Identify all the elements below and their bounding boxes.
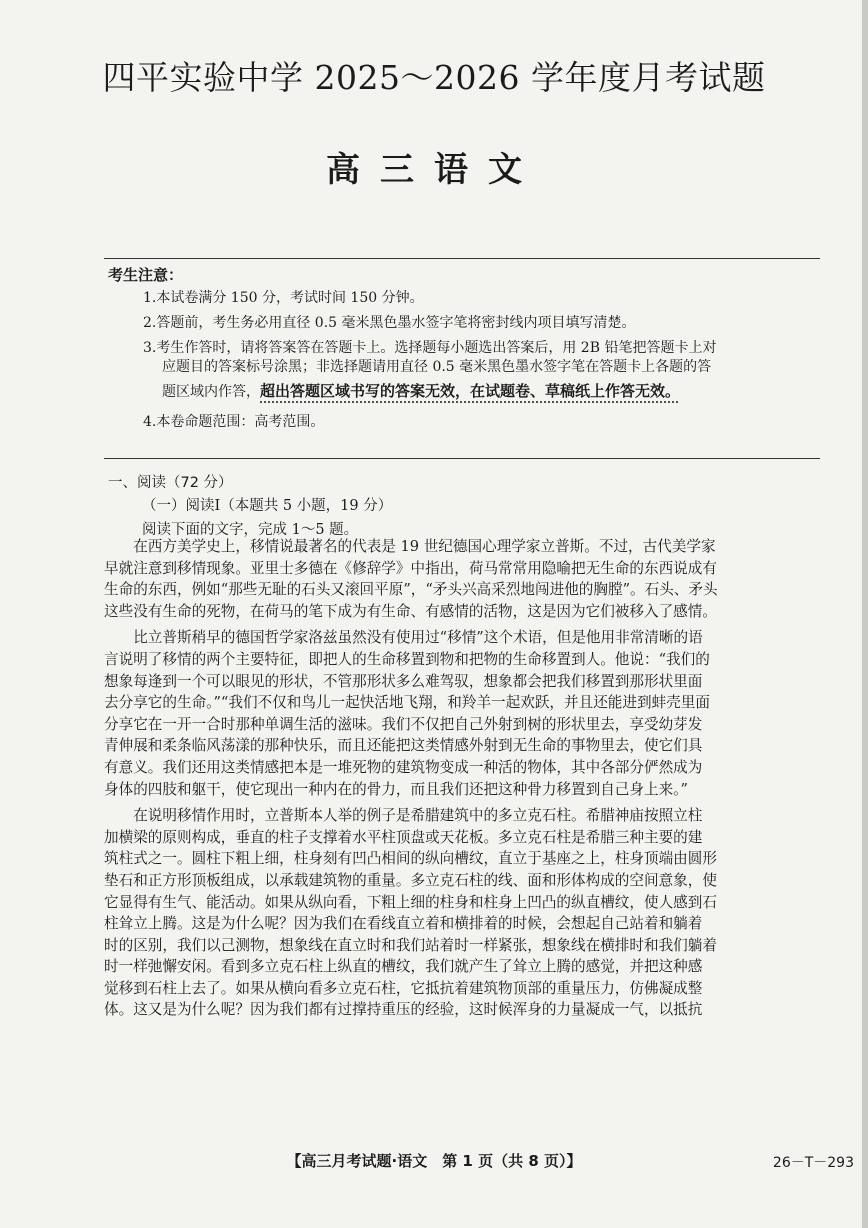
passage-line: 生命的东西，例如“那些无耻的石头又滚回平原”，“矛头兴高采烈地闯进他的胸膛”。石头、矛头 xyxy=(104,581,718,599)
passage-line: 这些没有生命的死物，在荷马的笔下成为有生命、有感情的活物，这是因为它们被移入了感情。 xyxy=(104,602,717,620)
passage-line: 青伸展和柔条临风荡漾的那种快乐，而且还能把这类情感外射到无生命的事物里去，使它们具 xyxy=(104,737,703,755)
passage-line: 在西方美学史上，移情说最著名的代表是 19 世纪德国心理学家立普斯。不过，古代美学家 xyxy=(104,538,716,555)
passage-line: 早就注意到移情现象。亚里士多德在《修辞学》中指出，荷马常常用隐喻把无生命的东西说成有 xyxy=(104,559,717,577)
passage-line: 觉移到石柱上去了。如果从横向看多立克石柱，它抵抗着建筑物顶部的重量压力，仿佛凝成整 xyxy=(104,979,703,997)
notice-item-3-line-2: 应题目的答案标号涂黑；非选择题请用直径 0.5 毫米黑色墨水签字笔在答题卡上各题的答 xyxy=(162,359,712,375)
notice-heading: 考生注意： xyxy=(108,266,184,284)
page-edge-shadow xyxy=(862,0,868,1228)
passage-line: 身体的四肢和躯干，使它现出一种内在的骨力，而且我们还把这种骨力移置到自己身上来。” xyxy=(104,780,688,798)
passage-line: 时的区别，我们以己测物，想象线在直立时和我们站着时一样紧张，想象线在横排时和我们躺着 xyxy=(104,936,717,954)
passage-line: 柱耸立上腾。这是为什么呢？因为我们在看线直立着和横排着的时候，会想起自己站着和躺着 xyxy=(104,915,703,933)
passage-line: 它显得有生气、能活动。如果从纵向看，下粗上细的柱身和柱身上凹凸的纵直槽纹，使人感到石 xyxy=(104,893,717,911)
exam-code: 26－T－293 xyxy=(772,1155,854,1171)
exam-title: 四平实验中学 2025～2026 学年度月考试题 xyxy=(102,58,766,97)
passage-line: 体。这又是为什么呢？因为我们都有过撑持重压的经验，这时候浑身的力量凝成一气，以抵抗 xyxy=(104,1001,703,1019)
notice-item-3-line-3 xyxy=(162,381,680,402)
reading-instruction: 阅读下面的文字，完成 1～5 题。 xyxy=(142,522,359,538)
passage-line: 加横梁的原则构成，垂直的柱子支撑着水平柱顶盘或天花板。多立克石柱是希腊三种主要的建 xyxy=(104,828,703,846)
passage-line: 言说明了移情的两个主要特征，即把人的生命移置到物和把物的生命移置到人。他说：“我们的 xyxy=(104,650,710,668)
subject-title: 高三语文 xyxy=(326,150,542,190)
notice-top-rule xyxy=(104,258,820,259)
notice-item-2: 2.答题前，考生务必用直径 0.5 毫米黑色墨水签字笔将密封线内项目填写清楚。 xyxy=(143,315,636,331)
passage-line: 去分享它的生命。”“我们不仅和鸟儿一起快活地飞翔，和羚羊一起欢跃，并且还能进到蚌壳里面 xyxy=(104,694,710,712)
passage-line: 有意义。我们还用这类情感把本是一堆死物的建筑物变成一种活的物体，其中各部分俨然成为 xyxy=(104,758,703,776)
passage-line: 筑柱式之一。圆柱下粗上细，柱身刻有凹凸相间的纵向槽纹，直立于基座之上，柱身顶端由圆形 xyxy=(104,850,717,868)
page-footer: 【高三月考试题·语文 第 1 页（共 8 页）】 xyxy=(286,1152,582,1170)
notice-emphasis: 超出答题区域书写的答案无效，在试题卷、草稿纸上作答无效。 xyxy=(260,382,681,400)
notice-item-1: 1.本试卷满分 150 分，考试时间 150 分钟。 xyxy=(143,290,424,306)
passage-line: 分享它在一开一合时那种单调生活的滋味。我们不仅把自己外射到树的形状里去，享受幼芽发 xyxy=(104,715,703,733)
notice-item-3-line-3-text: 题区域内作答， xyxy=(162,384,260,400)
subsection-title: （一）阅读Ⅰ（本题共 5 小题，19 分） xyxy=(142,498,393,514)
section-title: 一、阅读（72 分） xyxy=(108,475,233,491)
notice-item-3-line-1: 3.考生作答时，请将答案答在答题卡上。选择题每小题选出答案后，用 2B 铅笔把答题卡上对 xyxy=(143,340,717,356)
passage-line: 时一样弛懈安闲。看到多立克石柱上纵直的槽纹，我们就产生了耸立上腾的感觉，并把这种感 xyxy=(104,958,703,976)
passage-line: 想象每逢到一个可以眼见的形状，不管那形状多么难驾驭，想象都会把我们移置到那形状里面 xyxy=(104,672,703,690)
passage-line: 在说明移情作用时，立普斯本人举的例子是希腊建筑中的多立克石柱。希腊神庙按照立柱 xyxy=(104,807,703,825)
passage-line: 比立普斯稍早的德国哲学家洛兹虽然没有使用过“移情”这个术语，但是他用非常清晰的语 xyxy=(104,629,703,647)
notice-bottom-rule xyxy=(104,458,820,459)
reading-passage xyxy=(104,536,832,1021)
notice-item-4: 4.本卷命题范围：高考范围。 xyxy=(143,414,325,430)
passage-line: 垫石和正方形顶板组成，以承载建筑物的重量。多立克石柱的线、面和形体构成的空间意象，使 xyxy=(104,871,717,889)
